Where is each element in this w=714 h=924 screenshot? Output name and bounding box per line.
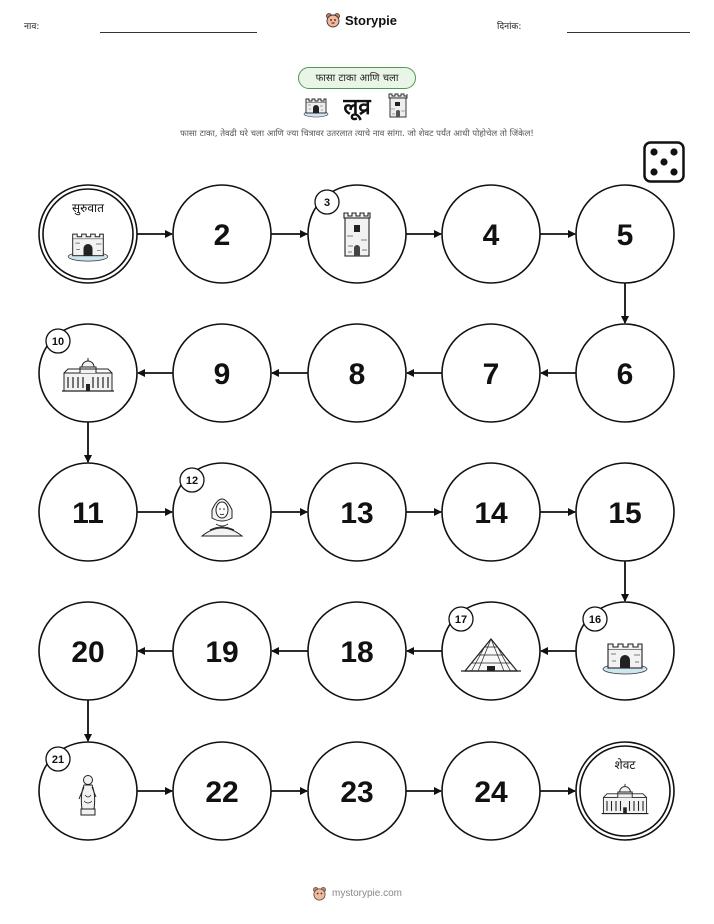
space-number-badge-text: 10	[51, 336, 65, 348]
space-number: 19	[205, 636, 239, 669]
castle-icon	[68, 234, 108, 261]
space-number: 24	[474, 776, 508, 809]
footer	[0, 886, 714, 901]
brand-name: Storypie	[345, 12, 398, 28]
instructions-text: फासा टाका, तेवढी घरे चला आणि ज्या चित्रावर उतरलात त्याचे नाव सांगा. जो शेवट पर्यंत आधी पोहोचेल तो जिंकेल!	[180, 129, 534, 139]
space-number: 2	[213, 219, 231, 252]
page-title: लूव्र	[343, 95, 371, 120]
board-space-20	[39, 602, 137, 700]
board-space-8	[308, 324, 406, 422]
space-number-badge-text: 16	[588, 614, 602, 626]
space-number: 8	[348, 358, 366, 391]
space-number: 15	[608, 497, 642, 530]
space-number-badge-text: 17	[454, 614, 468, 626]
board-space-11	[39, 463, 137, 561]
storypie-mascot-icon	[312, 886, 327, 901]
board-space-24	[442, 742, 540, 840]
start-space	[39, 185, 137, 283]
space-number: 9	[213, 358, 231, 391]
footer-url: mystorypie.com	[331, 888, 402, 899]
board-space-14	[442, 463, 540, 561]
space-number: 5	[616, 219, 634, 252]
space-number: 18	[340, 636, 374, 669]
board-space-10	[39, 324, 137, 422]
space-number: 22	[205, 776, 239, 809]
board-space-2	[173, 185, 271, 283]
space-number: 11	[72, 497, 104, 530]
tower-icon	[344, 213, 370, 256]
game-type-badge: फासा टाका आणि चला	[298, 67, 416, 89]
space-number-badge-text: 3	[323, 197, 331, 209]
board-space-3	[308, 185, 406, 283]
date-label: दिनांक:	[497, 22, 522, 32]
space-number: 4	[482, 219, 500, 252]
board-space-12	[173, 463, 271, 561]
name-label: नाव:	[24, 22, 40, 32]
board-space-15	[576, 463, 674, 561]
board-space-18	[308, 602, 406, 700]
finish-label: शेवट	[614, 758, 636, 772]
board-space-6	[576, 324, 674, 422]
space-number: 7	[482, 358, 500, 391]
space-number-badge-text: 12	[185, 475, 199, 487]
board-space-21	[39, 742, 137, 840]
board-space-13	[308, 463, 406, 561]
board-space-4	[442, 185, 540, 283]
space-number-badge-text: 21	[51, 754, 65, 766]
space-number: 23	[340, 776, 374, 809]
board-cells	[39, 185, 674, 840]
board-space-23	[308, 742, 406, 840]
board-space-16	[576, 602, 674, 700]
board-space-5	[576, 185, 674, 283]
board-space-17	[442, 602, 540, 700]
space-number: 20	[71, 636, 105, 669]
finish-space	[576, 742, 674, 840]
board-space-9	[173, 324, 271, 422]
board-space-7	[442, 324, 540, 422]
board-space-19	[173, 602, 271, 700]
space-number: 14	[474, 497, 508, 530]
start-label: सुरुवात	[72, 201, 104, 215]
board-space-22	[173, 742, 271, 840]
castle-icon	[603, 644, 647, 674]
space-number: 6	[616, 358, 634, 391]
space-number: 13	[340, 497, 374, 530]
space-circle	[39, 185, 137, 283]
